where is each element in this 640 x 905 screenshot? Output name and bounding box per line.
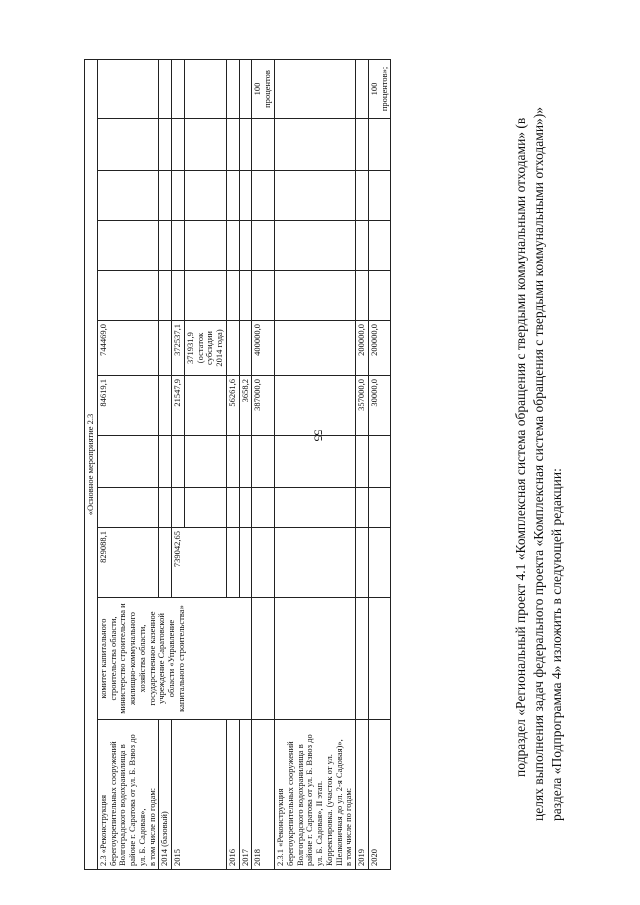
- ob-cell: 200000,0: [368, 321, 391, 376]
- table-row: [275, 59, 356, 869]
- table-row: [159, 59, 172, 869]
- year-cell: 2019: [356, 720, 369, 870]
- total-cell: 739042,65: [172, 528, 227, 598]
- table-row: [368, 59, 391, 869]
- percent-cell: 100 процентов»;: [368, 59, 391, 118]
- fb-cell: 21547,9: [172, 376, 185, 436]
- table-row: [172, 59, 185, 869]
- table-row: [85, 59, 98, 869]
- page-number: 55: [311, 429, 326, 442]
- table-row: [97, 59, 159, 869]
- total-cell: 829088,1: [97, 528, 159, 598]
- year-cell: 2020: [368, 720, 391, 870]
- body-text: [512, 101, 567, 821]
- ob-note-cell: 371931,9 (остаток субсидии 2014 года): [184, 321, 226, 376]
- fb-cell: 84619,1: [97, 376, 159, 436]
- fb-cell: 30000,0: [368, 376, 391, 436]
- ob-cell: 200000,0: [356, 321, 369, 376]
- percent-cell: 100 процентов: [252, 59, 275, 118]
- ob-cell: 372537,1: [172, 321, 185, 376]
- table-row: [226, 59, 239, 869]
- executor-cell: комитет капитального строительства области, министерство строительства и жилищно-коммунального хозяйства области, государственное казенное учреждение Саратовской области «Управление капитального строительства»: [97, 598, 252, 720]
- fb-cell: 387000,0: [252, 376, 275, 436]
- year-cell: 2018: [252, 720, 275, 870]
- year-cell: 2015: [172, 720, 227, 870]
- row-title: 2.3.1 «Реконструкция берегоукрепительных сооружений Волгоградского водохранилища в районе г. Саратова от ул. Б. Взвоз до ул. Б. Садовая», II этап. Корректировка. (участок от ул. Шелковичная до ул. 2-я Садовая)», в том числе по годам:: [275, 720, 356, 870]
- table-row: [356, 59, 369, 869]
- fb-cell: 357000,0: [356, 376, 369, 436]
- program-table: [84, 59, 391, 870]
- ob-cell: 400000,0: [252, 321, 275, 376]
- year-cell: 2014 (базовый): [159, 720, 172, 870]
- paragraph: подраздел «Региональный проект 4.1 «Комплексная система обращения с твердыми коммунальными отходами» (в целях выполнения задач федерального проекта «Комплексная система обращения с твердыми коммунальными отходами»)» раздела «Подпрограмма 4» изложить в следующей редакции:: [513, 106, 565, 821]
- fb-cell: 56261,6: [226, 376, 239, 436]
- year-cell: 2017: [239, 720, 252, 870]
- fb-cell: 3658,2: [239, 376, 252, 436]
- row-title: 2.3 «Реконструкция берегоукрепительных сооружений Волгоградского водохранилища в районе г. Саратова от ул. Б. Взвоз до ул. Б. Садовая», в том числе по годам:: [97, 720, 159, 870]
- ob-cell: 744469,0: [97, 321, 159, 376]
- table-row: [252, 59, 275, 869]
- section-header: «Основное мероприятие 2.3: [85, 59, 98, 869]
- year-cell: 2016: [226, 720, 239, 870]
- table-row: [239, 59, 252, 869]
- rotated-page-content: [4, 36, 624, 876]
